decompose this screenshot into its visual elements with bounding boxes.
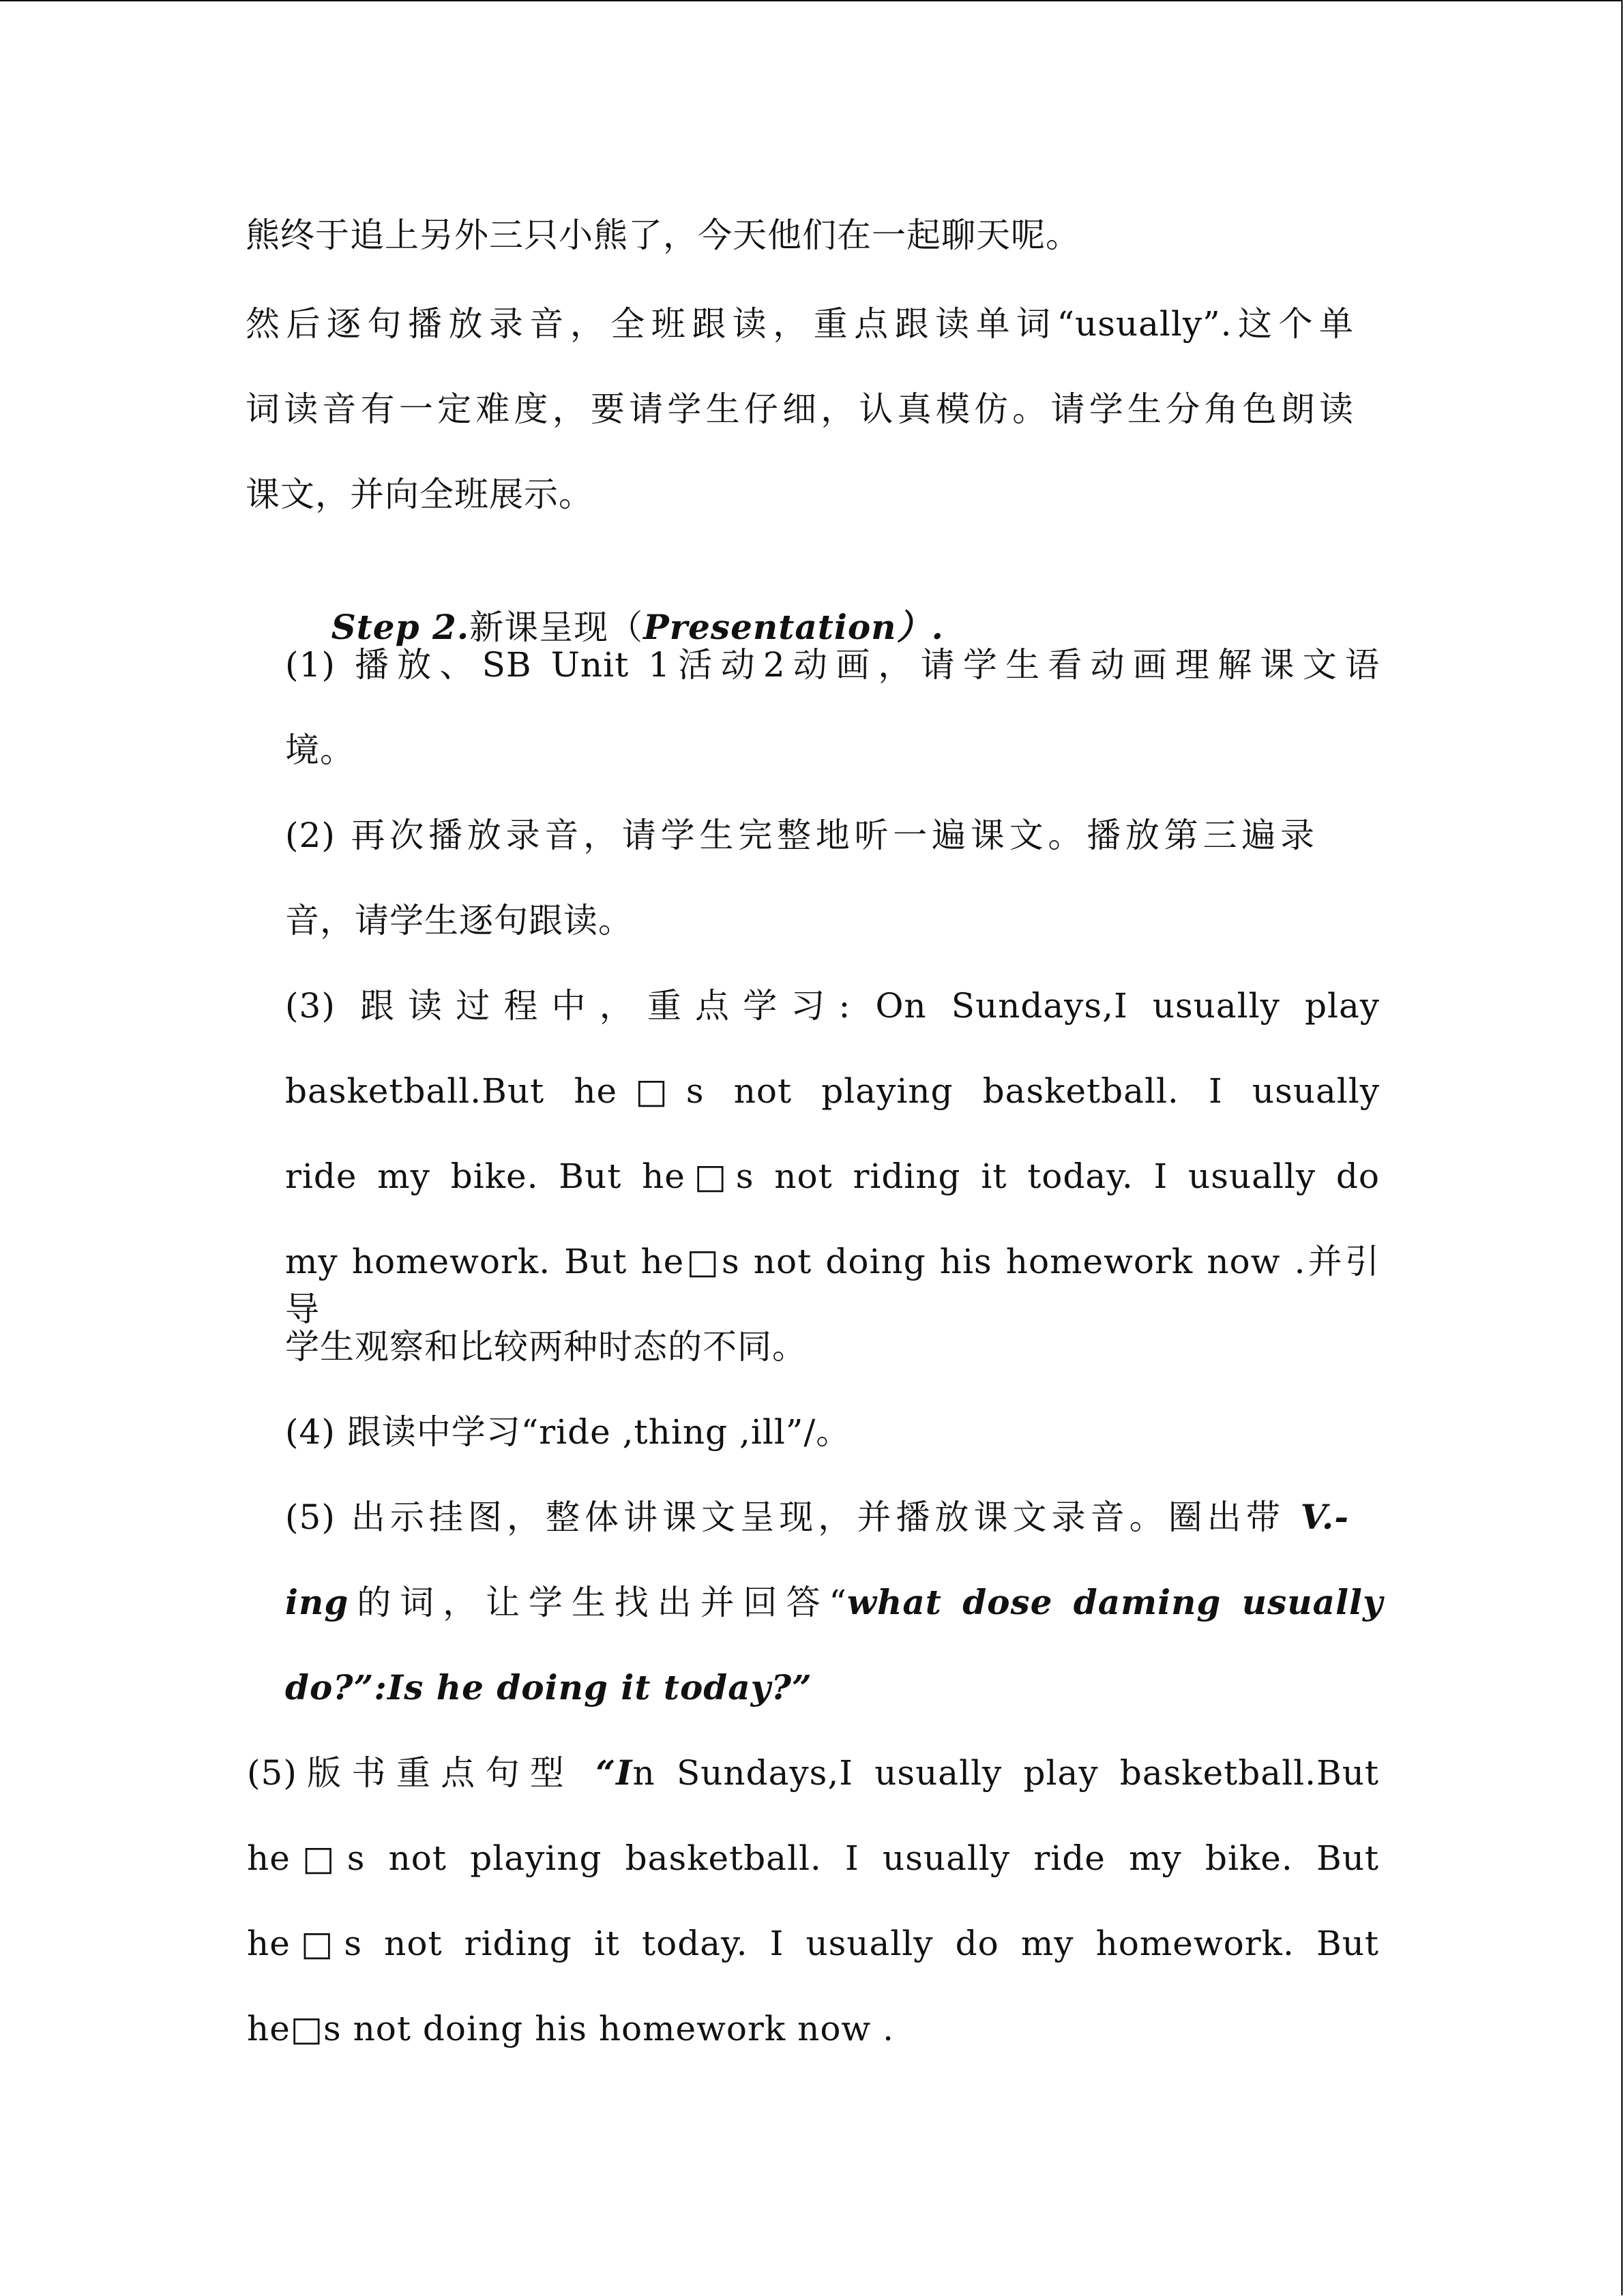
item5-prompt: 的词，让学生找出并回答“ <box>349 1583 847 1622</box>
list-item-line: do?”:Is he doing it today?” <box>285 1667 812 1708</box>
board-line: he□s not riding it today. I usually do my homework. But <box>247 1924 1379 1963</box>
list-item-line: (1) 播放、SB Unit 1活动2动画，请学生看动画理解课文语 <box>285 645 1380 685</box>
heading-english: Presentation <box>643 607 897 647</box>
item5-ing: ing <box>285 1582 349 1622</box>
paragraph-line: 然后逐句播放录音，全班跟读，重点跟读单词“usually”.这个单 <box>246 304 1354 344</box>
item5-verb-form: V.- <box>1300 1497 1349 1537</box>
heading-end: ）. <box>896 607 944 647</box>
list-item-line: 学生观察和比较两种时态的不同。 <box>285 1327 807 1367</box>
list-item-line: (2) 再次播放录音，请学生完整地听一遍课文。播放第三遍录 <box>285 816 1315 855</box>
heading-chinese: 新课呈现（ <box>469 608 644 647</box>
board-line: he□s not doing his homework now . <box>247 2009 895 2048</box>
item5-text: (5) 出示挂图，整体讲课文呈现，并播放课文录音。圈出带 <box>285 1497 1301 1537</box>
paragraph-line: 熊终于追上另外三只小熊了，今天他们在一起聊天呢。 <box>246 215 1080 255</box>
list-item-line: (4) 跟读中学习“ride ,thing ,ill”/。 <box>285 1412 851 1452</box>
board-line <box>247 1749 1379 1797</box>
list-item-line: my homework. But he□s not doing his homework now .并引导 <box>285 1242 1380 1329</box>
list-item-line <box>285 1493 1349 1541</box>
paragraph-line: 词读音有一定难度，要请学生仔细，认真模仿。请学生分角色朗读 <box>246 389 1354 429</box>
board-label: (5)版书重点句型 <box>247 1753 596 1793</box>
board-sentence: n Sundays,I usually play basketball.But <box>632 1753 1379 1793</box>
board-quote-open: “I <box>595 1753 633 1793</box>
board-line: he□s not playing basketball. I usually ride my bike. But <box>247 1838 1379 1878</box>
list-item-line <box>285 1579 1383 1626</box>
heading-step-label: Step 2. <box>331 607 470 647</box>
list-item-line: basketball.But he□s not playing basketball. I usually <box>285 1071 1380 1111</box>
list-item-line: (3) 跟读过程中，重点学习: On Sundays,I usually play <box>285 986 1380 1026</box>
list-item-line: 音，请学生逐句跟读。 <box>285 901 633 940</box>
item5-question: what dose daming usually <box>846 1582 1384 1622</box>
paragraph-line: 课文，并向全班展示。 <box>246 475 593 514</box>
list-item-line: ride my bike. But he□s not riding it today. I usually do <box>285 1157 1380 1196</box>
list-item-line: 境。 <box>285 730 355 770</box>
